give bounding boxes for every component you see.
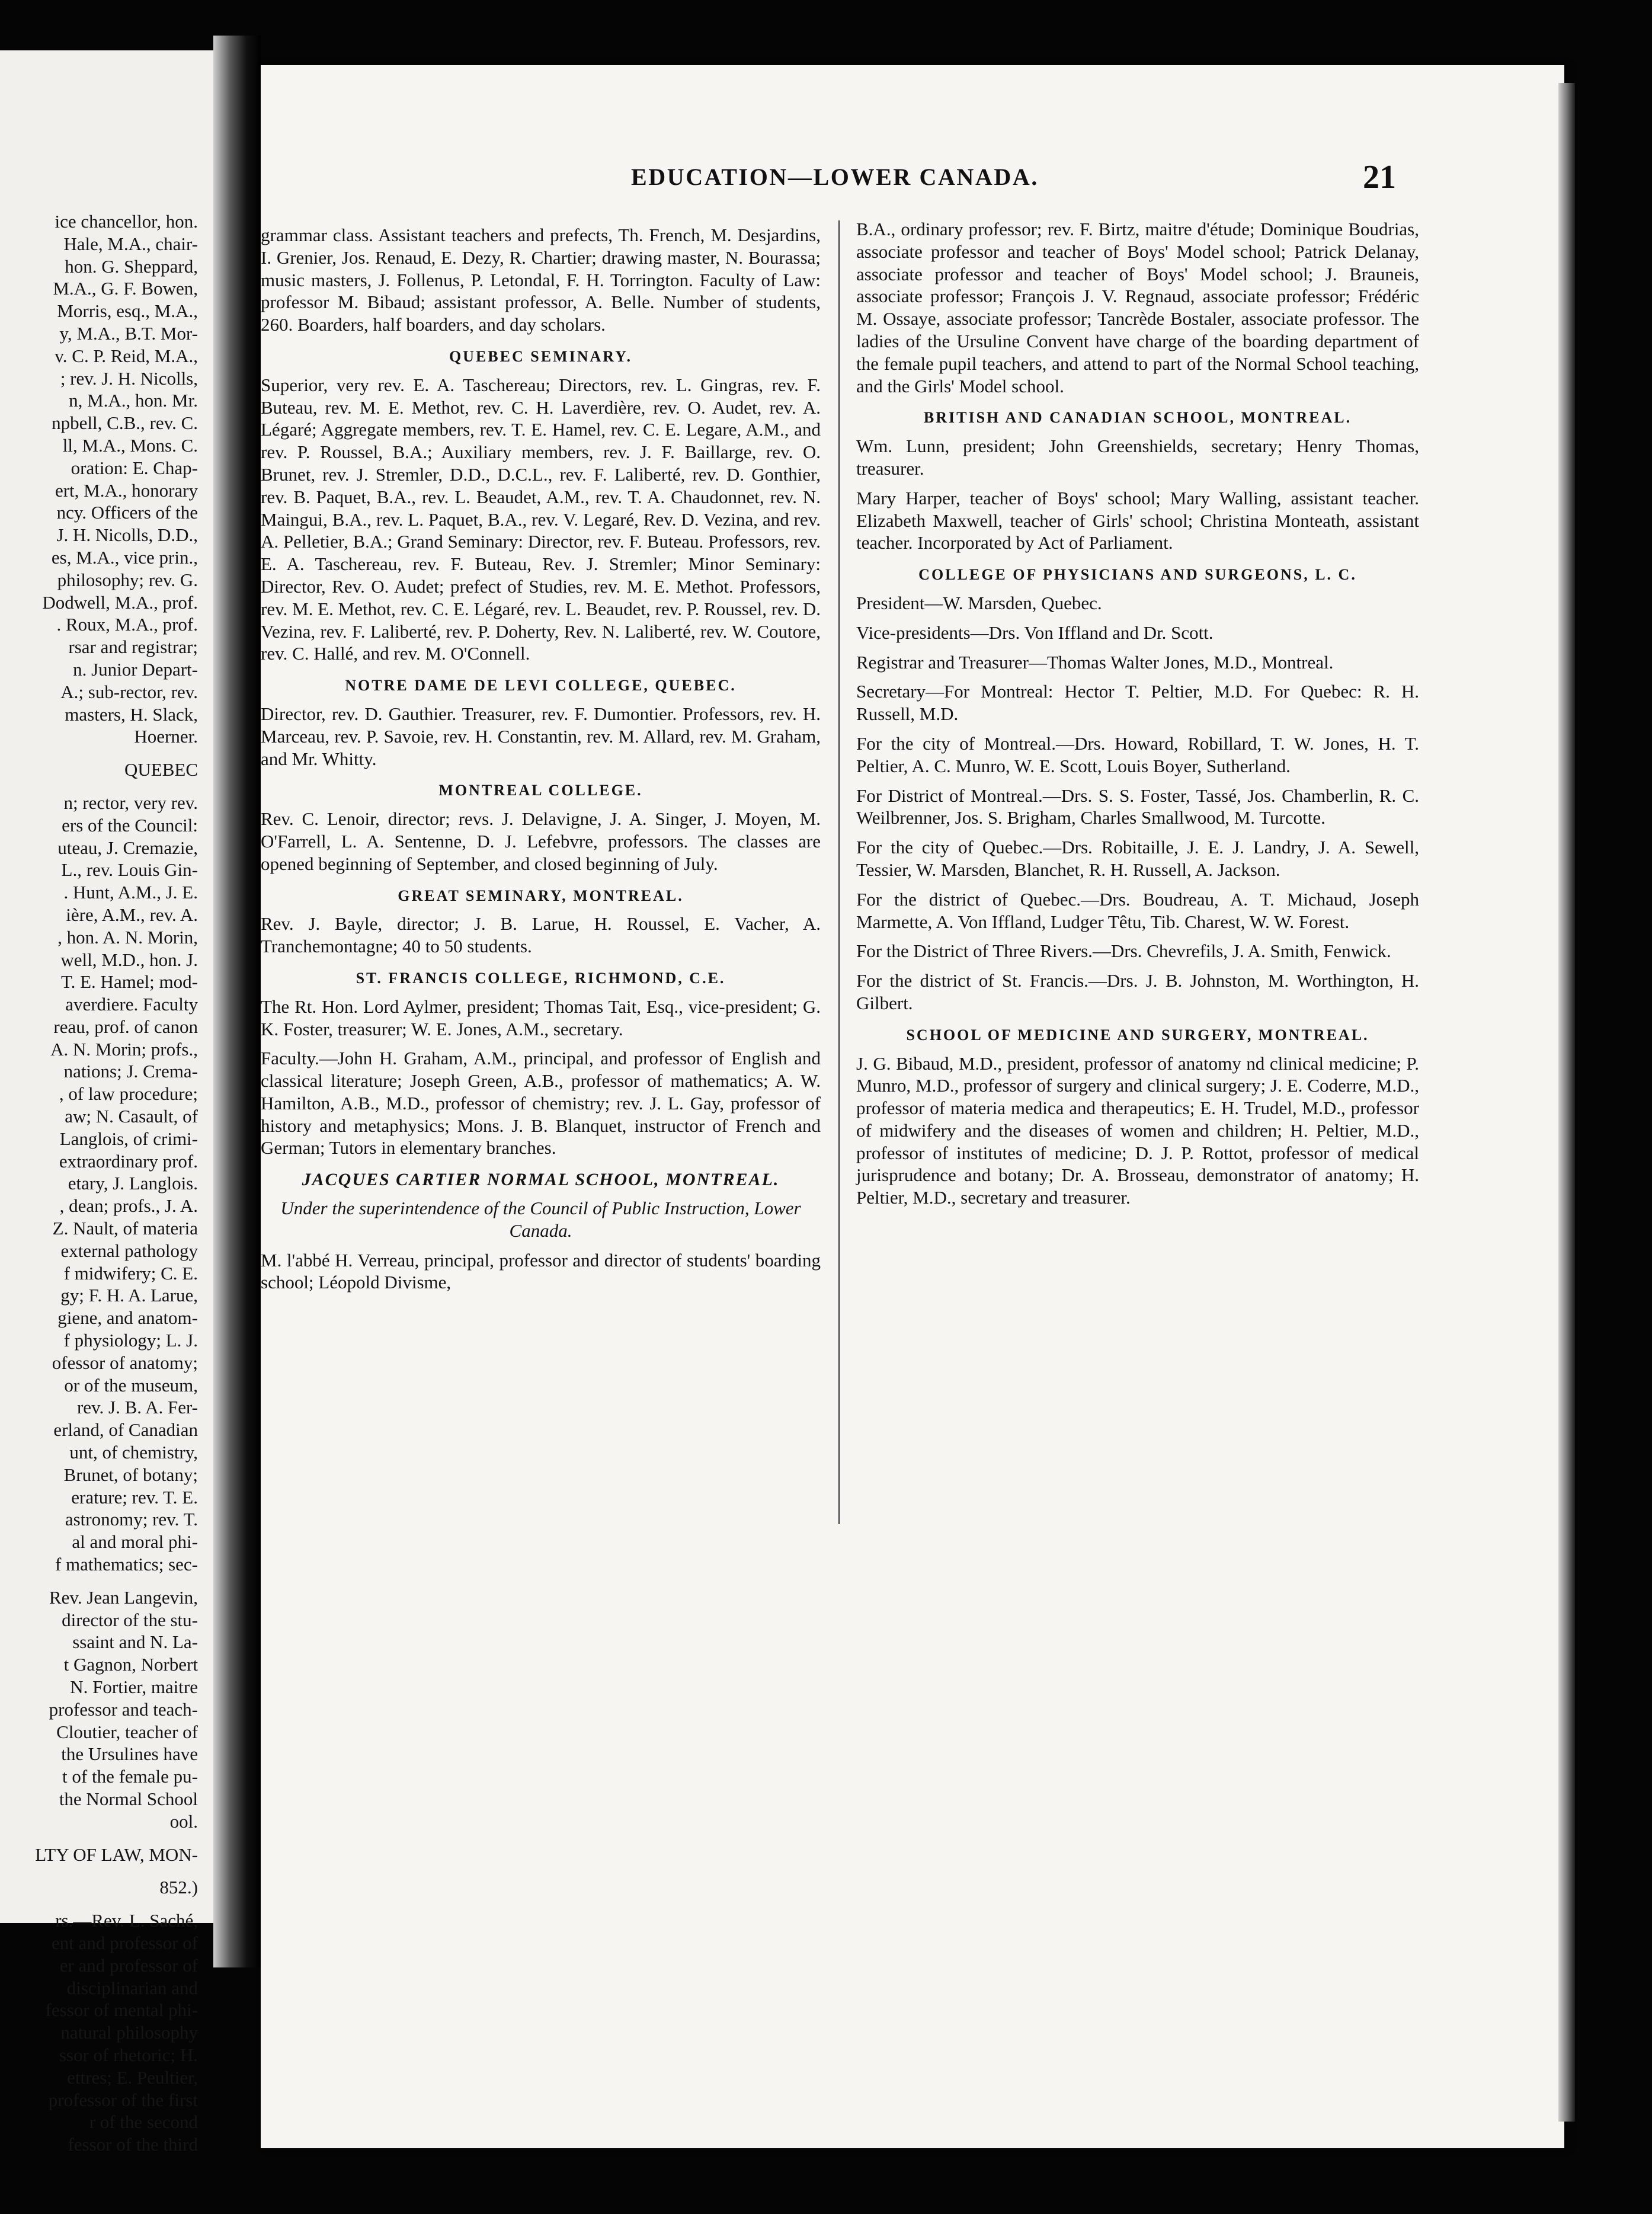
facing-page-line: fessor of mental phi- [45,1999,198,2021]
facing-page-line: f midwifery; C. E. [63,1262,198,1284]
paragraph: The Rt. Hon. Lord Aylmer, president; Thomas Tait, Esq., vice-president; G. K. Foster, treasurer; W. E. Jones, A.M., secretary. [261,996,821,1039]
paragraph: For the city of Montreal.—Drs. Howard, Robillard, T. W. Jones, H. T. Peltier, A. C. Munro, W. E. Scott, Louis Boyer, Sutherland. [856,732,1419,776]
facing-page-line: the Ursulines have [61,1743,198,1765]
paragraph: J. G. Bibaud, M.D., president, professor of anatomy nd clinical medicine; P. Munro, M.D., professor of surgery and clinical surgery; J. E. Coderre, M.D., professor of materia medica and therapeutics; E. H. Trudel, M.D., professor of midwifery and the diseases of women and children; H. Peltier, M.D., professor of institutes of medicine; D. J. P. Rottot, professor of medical jurisprudence and botany; Dr. A. Brosseau, demonstrator of anatomy; H. Peltier, M.D., secretary and treasurer. [856,1052,1419,1208]
facing-page-line: , hon. A. N. Morin, [57,926,198,948]
section-heading: MONTREAL COLLEGE. [438,782,643,799]
line-gap [0,1866,198,1876]
facing-page-line: ; rev. J. H. Nicolls, [60,367,198,389]
facing-page-line: Dodwell, M.A., prof. [42,591,198,613]
line-gap [0,748,198,759]
facing-page-line: J. H. Nicolls, D.D., [56,524,198,546]
paragraph: Rev. C. Lenoir, director; revs. J. Delavigne, J. A. Singer, J. Moyen, M. O'Farrell, L. A. Sentenne, D. J. Lefebvre, professors. The classes are opened beginning of September, and closed beginning of July. [261,808,821,874]
facing-page-line: ll, M.A., Mons. C. [62,434,198,456]
facing-page-line: etary, J. Langlois. [68,1173,198,1194]
facing-page-line: rs.—Rev. L. Saché, [55,1910,198,1931]
facing-page-line: rsar and registrar; [68,636,198,658]
page-header [261,159,1564,210]
facing-page-line: QUEBEC [124,759,198,780]
facing-page-line: , dean; profs., J. A. [59,1195,198,1217]
facing-page-line: rev. J. B. A. Fer- [76,1397,198,1418]
facing-page-line: ncy. Officers of the [56,502,198,523]
facing-page-line: professor and teach- [49,1698,198,1720]
paragraph: Superior, very rev. E. A. Taschereau; Directors, rev. L. Gingras, rev. F. Buteau, rev. M. E. Methot, rev. C. H. Laverdière, rev. O. Audet, rev. A. Légaré; Aggregate members, rev. T. E. Hamel, rev. C. E. Legare, A.M., and rev. P. Roussel, B.A.; Auxiliary members, rev. J. F. Baillarge, rev. O. Brunet, rev. J. Stremler, D.D., D.C.L., rev. F. Laliberté, rev. D. Gonthier, rev. B. Paquet, B.A., rev. L. Beaudet, A.M., rev. T. A. Chaudonnet, rev. N. Maingui, B.A., rev. L. Paquet, B.A., rev. V. Legaré, Rev. D. Vezina, and rev. A. Pelletier, B.A.; Grand Seminary: Director, rev. F. Buteau. Professors, rev. E. A. Taschereau, rev. F. Buteau, Rev. J. Stremler; Minor Seminary: Director, Rev. O. Audet; prefect of Studies, rev. M. E. Methot. Professors, rev. M. E. Methot, rev. C. E. Légaré, rev. L. Beaudet, rev. P. Roussel, rev. D. Vezina, rev. F. Laliberté, rev. P. Doherty, Rev. N. Laliberté, rev. W. Coutore, rev. C. Hallé, and rev. M. O'Connell. [261,374,821,664]
facing-page-line: ool. [169,1810,198,1832]
paragraph: M. l'abbé H. Verreau, principal, professor and director of students' boarding school; Léopold Divisme, [261,1249,821,1293]
line-gap [0,1833,198,1844]
facing-page-line: er and professor of [59,1954,198,1976]
facing-page-line: natural philosophy [60,2022,198,2043]
paragraph: Vice-presidents—Drs. Von Iffland and Dr. Scott. [856,622,1214,643]
facing-page-line: oration: E. Chap- [71,457,198,478]
facing-page-line: hon. G. Sheppard, [65,255,198,277]
facing-page-text [0,210,198,2156]
facing-page-left [0,50,219,2155]
facing-page-line: external pathology [60,1240,198,1261]
section-subheading: Under the superintendence of the Council of Public Instruction, Lower Canada. [280,1198,801,1241]
facing-page-line: disciplinarian and [66,1977,198,1998]
section-heading: COLLEGE OF PHYSICIANS AND SURGEONS, L. C. [918,566,1357,584]
paragraph: Mary Harper, teacher of Boys' school; Mary Walling, assistant teacher. Elizabeth Maxwell, teacher of Girls' school; Christina Monteath, assistant teacher. Incorporated by Act of Parliament. [856,487,1419,554]
facing-page-line: 852.) [159,1877,198,1898]
paragraph: Director, rev. D. Gauthier. Treasurer, rev. F. Dumontier. Professors, rev. H. Marceau, rev. P. Savoie, rev. H. Constantin, rev. M. Allard, rev. M. Graham, and Mr. Whitty. [261,703,821,769]
facing-page-line: aw; N. Casault, of [65,1106,198,1127]
facing-page-line: well, M.D., hon. J. [60,949,198,970]
text-column-right [856,218,1419,1209]
paragraph: For the district of Quebec.—Drs. Boudreau, A. T. Michaud, Joseph Marmette, A. Von Iffland, Ludger Têtu, Tib. Charest, W. W. Forest. [856,888,1419,932]
facing-page-line: astronomy; rev. T. [65,1509,198,1530]
facing-page-line: Z. Nault, of materia [52,1218,198,1239]
paragraph: grammar class. Assistant teachers and prefects, Th. French, M. Desjardins, I. Grenier, Jos. Renaud, E. Dezy, R. Chartier; drawing master, N. Bourassa; music masters, J. Follenus, P. Letondal, F. H. Torrington. Faculty of Law: professor M. Bibaud; assistant professor, A. Belle. Number of students, 260. Boarders, half boarders, and day scholars. [261,225,821,335]
facing-page-line: Morris, esq., M.A., [57,300,198,322]
facing-page-line: f mathematics; sec- [55,1554,198,1575]
paragraph: For the district of St. Francis.—Drs. J. B. Johnston, M. Worthington, H. Gilbert. [856,970,1419,1013]
column-divider [838,220,840,1524]
facing-page-line: ière, A.M., rev. A. [66,904,198,925]
paragraph: For the city of Quebec.—Drs. Robitaille, J. E. J. Landry, J. A. Sewell, Tessier, W. Marsden, Blanchet, R. H. Russell, A. Jackson. [856,837,1419,880]
facing-page-line: . Hunt, A.M., J. E. [63,882,198,903]
section-heading: SCHOOL OF MEDICINE AND SURGERY, MONTREAL. [906,1026,1369,1044]
facing-page-line: ice chancellor, hon. [55,211,198,232]
facing-page-line: uteau, J. Cremazie, [57,837,198,858]
facing-page-line: Rev. Jean Langevin, [49,1586,198,1608]
facing-page-line: y, M.A., B.T. Mor- [59,322,198,344]
paragraph: B.A., ordinary professor; rev. F. Birtz, maitre d'étude; Dominique Boudrias, associate professor and teacher of Boys' Model school; Patrick Delanay, associate professor and teacher of Boys' Model school; J. Brauneis, associate professor; François J. V. Regnaud, associate professor; Frédéric M. Ossaye, associate professor; Tancrède Bostaler, associate professor. The ladies of the Ursuline Convent have charge of the boarding department of the female pupil teachers, and attend to part of the Normal School teaching, and the Girls' Model school. [856,219,1419,396]
running-head: EDUCATION—LOWER CANADA. [631,164,1039,190]
facing-page-line: r of the second [89,2111,198,2133]
facing-page-line: Langlois, of crimi- [59,1128,198,1149]
facing-page-line: n, M.A., hon. Mr. [69,390,198,411]
facing-page-line: al and moral phi- [72,1531,198,1553]
facing-page-line: professor of the first [48,2089,198,2110]
facing-page-line: ssaint and N. La- [72,1631,198,1653]
section-heading: NOTRE DAME DE LEVI COLLEGE, QUEBEC. [345,677,737,695]
facing-page-line: L., rev. Louis Gin- [61,859,198,881]
facing-page-line: nations; J. Crema- [63,1061,198,1082]
facing-page-line: giene, and anatom- [57,1307,198,1329]
paragraph: Secretary—For Montreal: Hector T. Peltier, M.D. For Quebec: R. H. Russell, M.D. [856,681,1419,725]
facing-page-line: es, M.A., vice prin., [51,546,198,568]
book-gutter [213,36,261,1967]
facing-page-line: fessor of the third [68,2134,198,2155]
facing-page-line: philosophy; rev. G. [57,569,198,590]
facing-page-line: or of the museum, [64,1374,198,1396]
line-gap [0,1899,198,1909]
facing-page-line: Cloutier, teacher of [56,1721,198,1742]
facing-page-line: extraordinary prof. [59,1150,198,1172]
line-gap [0,781,198,792]
paragraph: For the District of Three Rivers.—Drs. Chevrefils, J. A. Smith, Fenwick. [856,940,1391,962]
facing-page-line: ent and professor of [51,1932,198,1953]
facing-page-line: erland, of Canadian [53,1419,198,1441]
section-heading: BRITISH AND CANADIAN SCHOOL, MONTREAL. [923,409,1352,427]
facing-page-line: M.A., G. F. Bowen, [53,278,198,299]
paragraph: Rev. J. Bayle, director; J. B. Larue, H. Roussel, E. Vacher, A. Tranchemontagne; 40 to 50 students. [261,913,821,957]
facing-page-line: n; rector, very rev. [63,792,198,813]
facing-page-line: masters, H. Slack, [65,703,198,725]
page-21 [261,65,1564,2148]
facing-page-line: npbell, C.B., rev. C. [52,412,198,434]
facing-page-line: the Normal School [59,1788,198,1809]
facing-page-line: director of the stu- [62,1609,198,1630]
paragraph: For District of Montreal.—Drs. S. S. Foster, Tassé, Jos. Chamberlin, R. C. Weilbrenner, Jos. S. Brigham, Charles Smallwood, M. Turcotte. [856,785,1419,828]
facing-page-line: n. Junior Depart- [73,658,198,680]
facing-page-line: T. E. Hamel; mod- [60,971,198,993]
facing-page-line: ssor of rhetoric; H. [59,2044,198,2065]
section-heading: GREAT SEMINARY, MONTREAL. [398,887,684,904]
facing-page-line: A. N. Morin; profs., [50,1038,198,1060]
facing-page-line: LTY OF LAW, MON- [35,1844,198,1865]
facing-page-line: A.; sub-rector, rev. [60,681,198,702]
facing-page-line: ofessor of anatomy; [52,1352,198,1373]
paragraph: Wm. Lunn, president; John Greenshields, secretary; Henry Thomas, treasurer. [856,436,1419,479]
facing-page-line: ert, M.A., honorary [55,479,198,501]
facing-page-line: t Gagnon, Norbert [63,1654,198,1675]
facing-page-line: t of the female pu- [62,1766,198,1787]
facing-page-line: Hoerner. [134,726,198,747]
facing-page-line: ettres; E. Peultier, [67,2066,198,2088]
line-gap [0,1576,198,1586]
facing-page-line: averdiere. Faculty [65,994,198,1015]
section-heading: ST. FRANCIS COLLEGE, RICHMOND, C.E. [356,969,726,987]
paragraph: Faculty.—John H. Graham, A.M., principal, and professor of English and classical literature; Joseph Green, A.B., professor of mathematics; A. W. Hamilton, A.B., M.D., professor of chemistry; rev. J. L. Gay, professor of history and metaphysics; Mons. J. B. Blanquet, instructor of French and German; Tutors in elementary branches. [261,1048,821,1159]
section-heading: QUEBEC SEMINARY. [449,347,633,365]
section-heading: JACQUES CARTIER NORMAL SCHOOL, MONTREAL. [302,1170,780,1190]
paragraph: Registrar and Treasurer—Thomas Walter Jones, M.D., Montreal. [856,651,1334,673]
page-edge-shadow [1558,83,1575,2122]
facing-page-line: ers of the Council: [62,814,198,836]
facing-page-line: , of law procedure; [59,1083,198,1105]
facing-page-line: erature; rev. T. E. [71,1486,198,1508]
facing-page-line: Brunet, of botany; [63,1464,198,1485]
text-column-left [261,224,821,1294]
paragraph: President—W. Marsden, Quebec. [856,592,1102,613]
page-number: 21 [1363,159,1396,196]
facing-page-line: reau, prof. of canon [53,1016,198,1037]
facing-page-line: gy; F. H. A. Larue, [60,1285,198,1306]
facing-page-line: . Roux, M.A., prof. [56,614,198,635]
facing-page-line: v. C. P. Reid, M.A., [55,345,198,366]
facing-page-line: f physiology; L. J. [63,1330,198,1351]
facing-page-line: unt, of chemistry, [69,1442,198,1463]
facing-page-line: Hale, M.A., chair- [63,233,198,254]
facing-page-line: N. Fortier, maitre [70,1677,198,1697]
